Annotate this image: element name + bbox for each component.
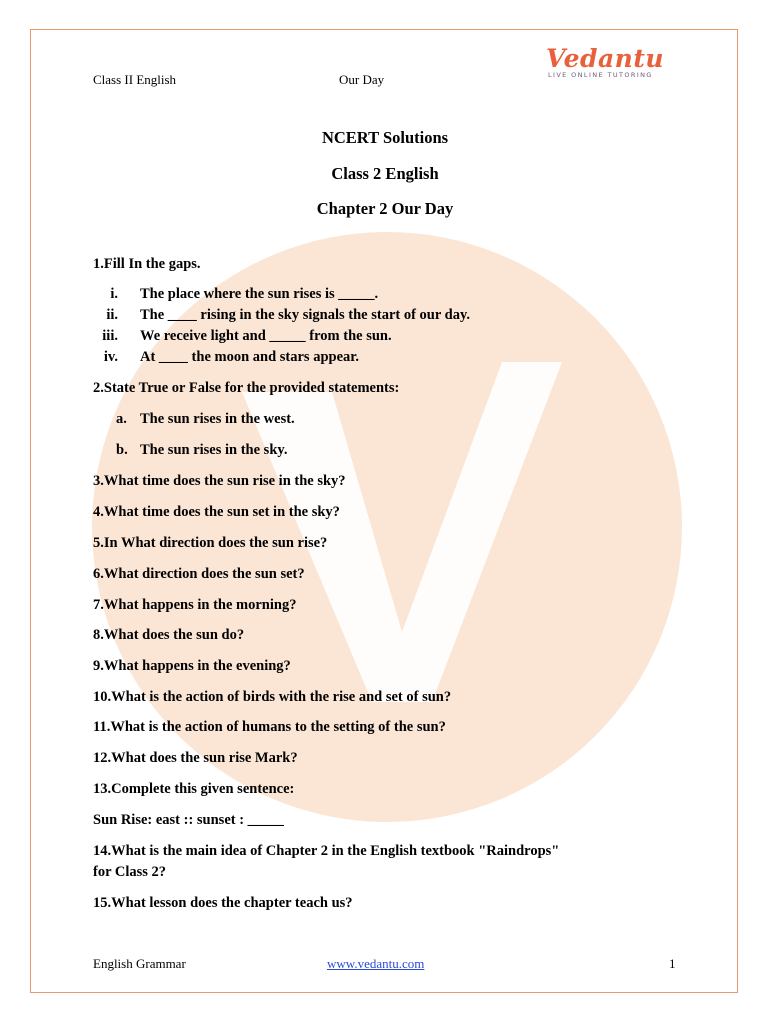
list-item: The ____ rising in the sky signals the start of our day. (140, 307, 471, 323)
question-14-continued: for Class 2? (93, 864, 167, 880)
question-11: 11.What is the action of humans to the setting of the sun? (93, 719, 446, 735)
question-6: 6.What direction does the sun set? (93, 566, 305, 582)
question-13: 13.Complete this given sentence: (93, 781, 295, 797)
question-10: 10.What is the action of birds with the rise and set of sun? (93, 689, 452, 705)
list-item-number: iv. (103, 349, 118, 365)
list-item: The sun rises in the sky. (140, 442, 288, 458)
question-9: 9.What happens in the evening? (93, 658, 291, 674)
logo-tagline: LIVE ONLINE TUTORING (548, 71, 653, 79)
footer-website-link[interactable]: www.vedantu.com (327, 956, 425, 971)
list-item: The sun rises in the west. (140, 411, 295, 427)
footer-label: English Grammar (93, 956, 186, 971)
list-item-number: ii. (106, 307, 118, 323)
doc-title: NCERT Solutions (321, 128, 449, 147)
header-class-label: Class II English (93, 72, 177, 87)
vedantu-logo[interactable] (538, 44, 673, 84)
question-4: 4.What time does the sun set in the sky? (93, 504, 340, 520)
question-15: 15.What lesson does the chapter teach us? (93, 895, 353, 911)
question-12: 12.What does the sun rise Mark? (93, 750, 298, 766)
logo-wordmark: Vedantu (546, 44, 665, 73)
question-1: 1.Fill In the gaps. (93, 256, 201, 272)
question-3: 3.What time does the sun rise in the sky? (93, 473, 346, 489)
question-5: 5.In What direction does the sun rise? (93, 535, 328, 551)
page-number: 1 (669, 956, 676, 971)
list-item: The place where the sun rises is _____. (140, 286, 379, 302)
list-item-letter: a. (116, 411, 127, 427)
analogy-line: Sun Rise: east :: sunset : _____ (93, 812, 284, 828)
doc-subtitle-class: Class 2 English (331, 164, 439, 183)
question-2: 2.State True or False for the provided statements: (93, 380, 400, 396)
question-14: 14.What is the main idea of Chapter 2 in the English textbook "Raindrops" (93, 843, 560, 859)
list-item-letter: b. (116, 442, 128, 458)
question-7: 7.What happens in the morning? (93, 597, 297, 613)
doc-subtitle-chapter: Chapter 2 Our Day (316, 199, 454, 218)
question-8: 8.What does the sun do? (93, 627, 245, 643)
list-item-number: iii. (102, 328, 118, 344)
list-item: We receive light and _____ from the sun. (140, 328, 392, 344)
list-item: At ____ the moon and stars appear. (140, 349, 359, 365)
header-chapter-label: Our Day (339, 72, 385, 87)
list-item-number: i. (110, 286, 118, 302)
